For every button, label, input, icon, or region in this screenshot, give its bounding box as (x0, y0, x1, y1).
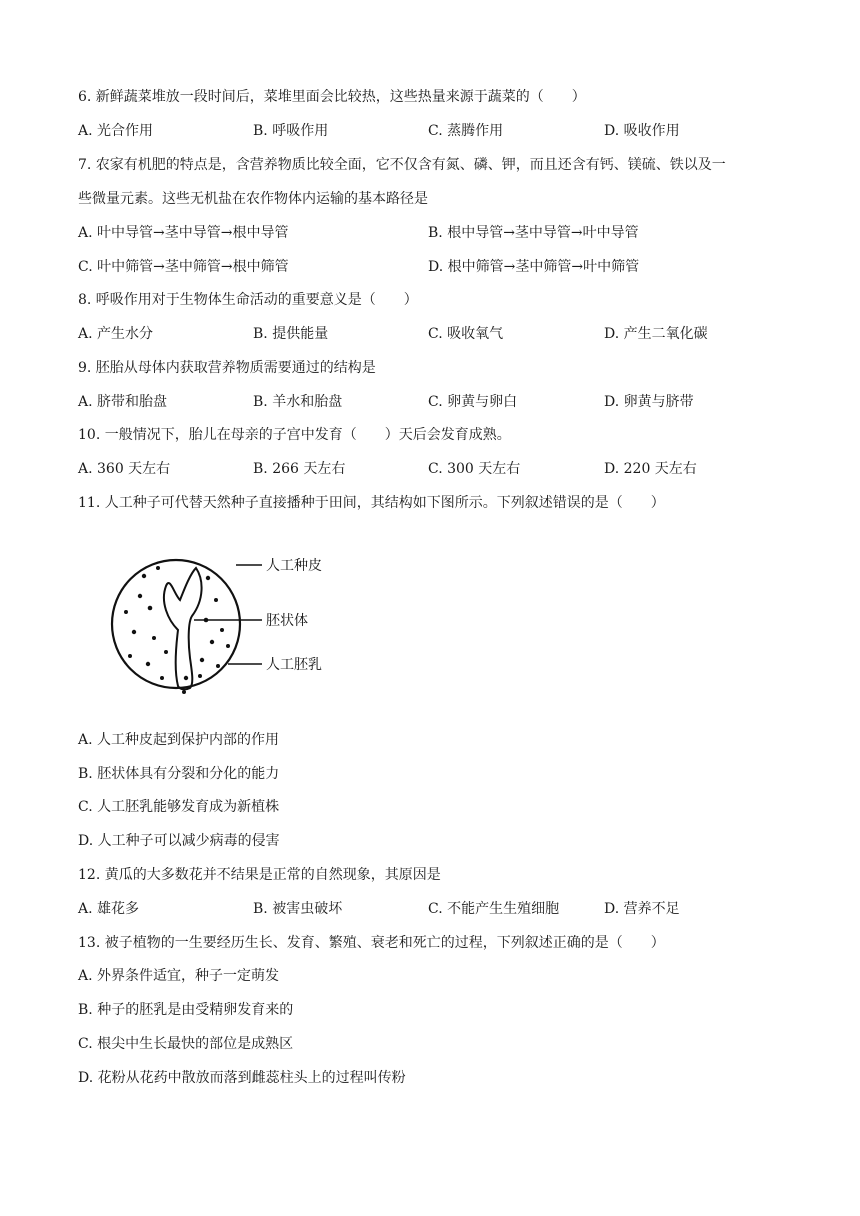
q10-option-a[interactable]: A. 360 天左右 (78, 461, 171, 477)
label-artificial-seed-coat: 人工种皮 (266, 558, 322, 574)
embryoid-outline (164, 568, 202, 689)
q7-option-a[interactable]: A. 叶中导管→茎中导管→根中导管 (78, 225, 289, 241)
q12-option-a[interactable]: A. 雄花多 (78, 901, 140, 917)
q10-stem: 10. 一般情况下，胎儿在母亲的子宫中发育（ ）天后会发育成熟。 (78, 427, 511, 443)
q6-option-b[interactable]: B. 呼吸作用 (253, 123, 329, 139)
q12-stem: 12. 黄瓜的大多数花并不结果是正常的自然现象，其原因是 (78, 867, 441, 883)
q6-option-d[interactable]: D. 吸收作用 (604, 123, 680, 139)
q12-option-d[interactable]: D. 营养不足 (604, 901, 680, 917)
q12-option-c[interactable]: C. 不能产生生殖细胞 (428, 901, 560, 917)
q6-option-a[interactable]: A. 光合作用 (78, 123, 154, 139)
q13-option-a[interactable]: A. 外界条件适宜，种子一定萌发 (78, 968, 280, 984)
q7-option-d[interactable]: D. 根中筛管→茎中筛管→叶中筛管 (428, 259, 640, 275)
q9-option-b[interactable]: B. 羊水和胎盘 (253, 394, 343, 410)
label-embryoid: 胚状体 (266, 613, 308, 629)
q10-option-d[interactable]: D. 220 天左右 (604, 461, 697, 477)
q13-option-c[interactable]: C. 根尖中生长最快的部位是成熟区 (78, 1036, 294, 1052)
q10-option-b[interactable]: B. 266 天左右 (253, 461, 346, 477)
q11-option-c[interactable]: C. 人工胚乳能够发育成为新植株 (78, 799, 280, 815)
q9-stem: 9. 胚胎从母体内获取营养物质需要通过的结构是 (78, 360, 376, 376)
q11-option-a[interactable]: A. 人工种皮起到保护内部的作用 (78, 732, 280, 748)
artificial-seed-diagram (104, 538, 364, 708)
q8-option-d[interactable]: D. 产生二氧化碳 (604, 326, 708, 342)
q7-option-b[interactable]: B. 根中导管→茎中导管→叶中导管 (428, 225, 639, 241)
q13-option-b[interactable]: B. 种子的胚乳是由受精卵发育来的 (78, 1002, 294, 1018)
q9-option-a[interactable]: A. 脐带和胎盘 (78, 394, 168, 410)
q13-stem: 13. 被子植物的一生要经历生长、发育、繁殖、衰老和死亡的过程，下列叙述正确的是（ ） (78, 935, 665, 951)
q11-option-b[interactable]: B. 胚状体具有分裂和分化的能力 (78, 766, 280, 782)
label-artificial-endosperm: 人工胚乳 (266, 657, 322, 673)
q8-option-a[interactable]: A. 产生水分 (78, 326, 154, 342)
q6-stem: 6. 新鲜蔬菜堆放一段时间后，菜堆里面会比较热，这些热量来源于蔬菜的（ ） (78, 89, 586, 105)
q10-option-c[interactable]: C. 300 天左右 (428, 461, 521, 477)
q13-option-d[interactable]: D. 花粉从花药中散放而落到雌蕊柱头上的过程叫传粉 (78, 1070, 406, 1086)
q8-option-b[interactable]: B. 提供能量 (253, 326, 329, 342)
q6-option-c[interactable]: C. 蒸腾作用 (428, 123, 504, 139)
q8-option-c[interactable]: C. 吸收氧气 (428, 326, 504, 342)
q7-stem-line2: 些微量元素。这些无机盐在农作物体内运输的基本路径是 (78, 191, 428, 207)
q8-stem: 8. 呼吸作用对于生物体生命活动的重要意义是（ ） (78, 292, 418, 308)
q9-option-d[interactable]: D. 卵黄与脐带 (604, 394, 694, 410)
q12-option-b[interactable]: B. 被害虫破坏 (253, 901, 343, 917)
q7-option-c[interactable]: C. 叶中筛管→茎中筛管→根中筛管 (78, 259, 289, 275)
q7-stem-line1: 7. 农家有机肥的特点是，含营养物质比较全面，它不仅含有氮、磷、钾，而且还含有钙、镁硫、铁以及一 (78, 157, 726, 173)
q11-option-d[interactable]: D. 人工种子可以减少病毒的侵害 (78, 833, 280, 849)
q9-option-c[interactable]: C. 卵黄与卵白 (428, 394, 518, 410)
q11-stem: 11. 人工种子可代替天然种子直接播种于田间，其结构如下图所示。下列叙述错误的是（ ） (78, 495, 665, 511)
